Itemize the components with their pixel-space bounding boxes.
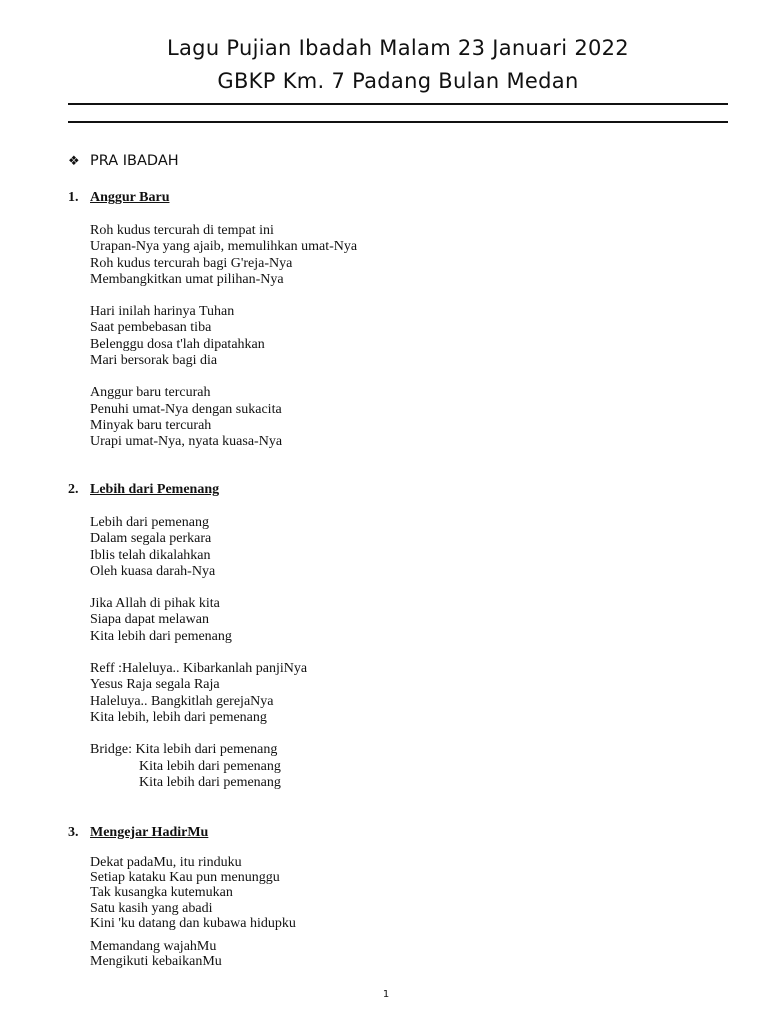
document-subtitle: GBKP Km. 7 Padang Bulan Medan	[217, 69, 579, 93]
stanza	[90, 304, 357, 369]
stanza-bridge	[90, 742, 307, 791]
song-title	[68, 481, 307, 499]
lyric-line: Setiap kataku Kau pun menunggu	[90, 870, 280, 886]
lyric-line: Dalam segala perkara	[90, 531, 212, 547]
stanza	[90, 855, 296, 931]
lyric-line: Roh kudus tercurah di tempat ini	[90, 223, 274, 238]
song-name: Mengejar HadirMu	[90, 825, 209, 840]
song-name: Lebih dari Pemenang	[90, 482, 220, 497]
song-block	[68, 189, 357, 451]
lyric-line: Iblis telah dikalahkan	[90, 547, 211, 563]
song-number: 3.	[68, 825, 79, 840]
lyric-line: Jika Allah di pihak kita	[90, 596, 220, 612]
stanza	[90, 223, 357, 288]
lyric-line: Urapi umat-Nya, nyata kuasa-Nya	[90, 434, 283, 450]
lyric-line: Urapan-Nya yang ajaib, memulihkan umat-Nya	[90, 239, 358, 255]
song-block	[68, 481, 307, 791]
page-number: 1	[382, 989, 390, 1000]
song-name: Anggur Baru	[90, 190, 170, 205]
stanza	[90, 596, 307, 645]
song-number: 1.	[68, 190, 79, 205]
lyric-line: Mengikuti kebaikanMu	[90, 954, 222, 970]
stanza	[90, 939, 296, 969]
lyric-line: Anggur baru tercurah	[90, 385, 211, 401]
song-number: 2.	[68, 482, 79, 497]
section-heading	[68, 152, 179, 171]
song-title	[68, 824, 296, 842]
song-title	[68, 189, 357, 207]
lyric-line: Kita lebih dari pemenang	[139, 758, 281, 774]
lyric-line: Minyak baru tercurah	[90, 417, 212, 433]
diamond-bullet-icon: ❖	[68, 154, 80, 169]
lyric-line: Reff :Haleluya.. Kibarkanlah panjiNya	[90, 661, 308, 677]
section-heading-label: PRA IBADAH	[90, 153, 179, 169]
lyric-line: Bridge: Kita lebih dari pemenang	[90, 742, 278, 758]
lyric-line: Siapa dapat melawan	[90, 612, 209, 628]
lyric-line: Hari inilah harinya Tuhan	[90, 304, 235, 320]
lyric-line: Lebih dari pemenang	[90, 515, 209, 530]
lyric-line: Dekat padaMu, itu rinduku	[90, 855, 242, 870]
lyric-line: Haleluya.. Bangkitlah gerejaNya	[90, 693, 274, 709]
song-block	[68, 824, 296, 969]
lyric-line: Yesus Raja segala Raja	[90, 677, 220, 693]
lyric-line: Mari bersorak bagi dia	[90, 353, 218, 369]
stanza-reff	[90, 661, 307, 726]
lyric-line: Satu kasih yang abadi	[90, 900, 213, 916]
header-rule-bottom	[68, 121, 728, 123]
lyric-line: Penuhi umat-Nya dengan sukacita	[90, 401, 282, 417]
lyric-line: Kita lebih, lebih dari pemenang	[90, 709, 267, 725]
lyric-line: Kini 'ku datang dan kubawa hidupku	[90, 915, 296, 931]
lyric-line: Saat pembebasan tiba	[90, 320, 212, 336]
document-title: Lagu Pujian Ibadah Malam 23 Januari 2022	[167, 36, 629, 60]
lyric-line: Oleh kuasa darah-Nya	[90, 563, 216, 579]
lyric-line: Belenggu dosa t'lah dipatahkan	[90, 336, 265, 352]
stanza	[90, 515, 307, 580]
lyric-line: Kita lebih dari pemenang	[90, 628, 232, 644]
lyric-line: Tak kusangka kutemukan	[90, 885, 233, 901]
header-rule-top	[68, 103, 728, 105]
stanza	[90, 385, 357, 450]
lyric-line: Kita lebih dari pemenang	[139, 774, 281, 790]
lyric-line: Membangkitkan umat pilihan-Nya	[90, 271, 284, 287]
lyric-line: Roh kudus tercurah bagi G'reja-Nya	[90, 255, 293, 271]
lyric-line: Memandang wajahMu	[90, 938, 217, 954]
